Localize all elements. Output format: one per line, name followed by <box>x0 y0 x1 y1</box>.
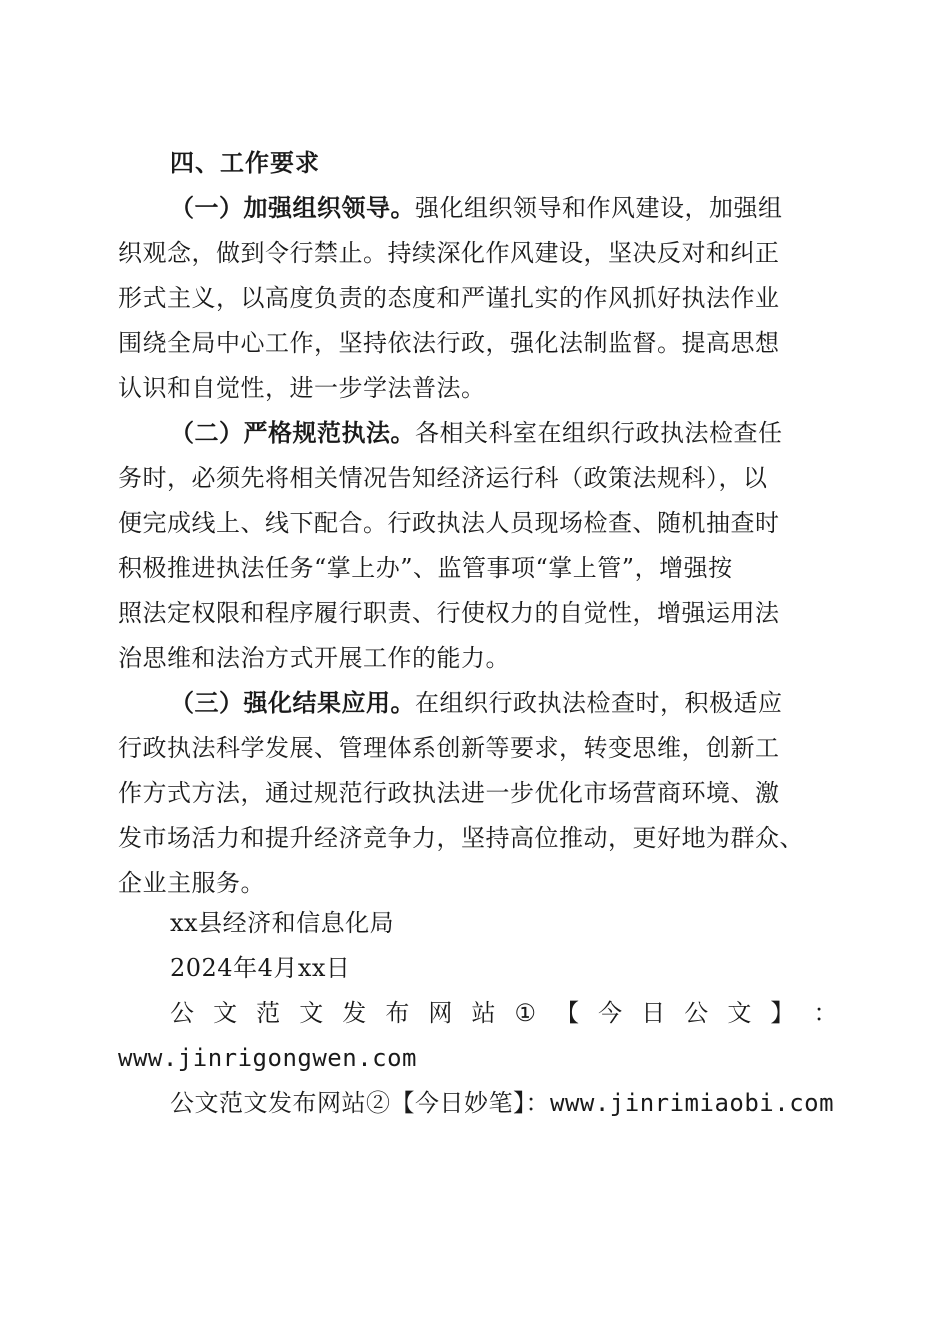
para1-line-2: 织观念，做到令行禁止。持续深化作风建设，坚决反对和纠正 <box>118 239 780 267</box>
footer-site1-char: 范 <box>256 999 281 1027</box>
signature-date: 2024年4月xx日 <box>170 954 351 982</box>
footer-site1-url[interactable]: www.jinrigongwen.com <box>118 1044 417 1072</box>
para2-line-4: 积极推进执法任务“掌上办”、监管事项“掌上管”，增强按 <box>118 554 733 582</box>
footer-site1-char: 公 <box>684 999 709 1027</box>
para1-text-1: 强化组织领导和作风建设，加强组 <box>415 194 783 222</box>
footer-site1-char: ： <box>813 999 838 1027</box>
para3-line-5: 企业主服务。 <box>118 869 265 897</box>
para1-line-3: 形式主义，以高度负责的态度和严谨扎实的作风抓好执法作业 <box>118 284 780 312</box>
footer-site1-char: 发 <box>342 999 367 1027</box>
footer-site1-char: 日 <box>641 999 666 1027</box>
para2-line-3: 便完成线上、线下配合。行政执法人员现场检查、随机抽查时 <box>118 509 780 537</box>
para2-text-1: 各相关科室在组织行政执法检查任 <box>415 419 783 447</box>
footer-site1-char: 今 <box>598 999 623 1027</box>
footer-site1-char: 站 <box>471 999 496 1027</box>
para3-lead: （三）强化结果应用。 <box>170 689 415 717</box>
para3-line-1 <box>170 688 838 718</box>
para2-line-2: 务时，必须先将相关情况告知经济运行科（政策法规科），以 <box>118 464 768 492</box>
footer-site1-char: 布 <box>385 999 410 1027</box>
footer-site2 <box>170 1088 838 1118</box>
para2-line-1 <box>170 418 838 448</box>
footer-site2-url[interactable]: www.jinrimiaobi.com <box>550 1089 835 1117</box>
footer-site1-char: 】 <box>770 999 795 1027</box>
footer-site1-char: 公 <box>170 999 195 1027</box>
para3-line-3: 作方式方法，通过规范行政执法进一步优化市场营商环境、激 <box>118 779 780 807</box>
para1-line-1 <box>170 193 838 223</box>
para3-line-4: 发市场活力和提升经济竞争力，坚持高位推动，更好地为群众、 <box>118 824 804 852</box>
para1-line-5: 认识和自觉性，进一步学法普法。 <box>118 374 486 402</box>
para2-lead: （二）严格规范执法。 <box>170 419 415 447</box>
para2-line-5: 照法定权限和程序履行职责、行使权力的自觉性，增强运用法 <box>118 599 780 627</box>
footer-site1-char: ① <box>514 999 537 1027</box>
signature-org: xx县经济和信息化局 <box>170 909 395 937</box>
para2-line-6: 治思维和法治方式开展工作的能力。 <box>118 644 510 672</box>
footer-site1-char: 网 <box>428 999 453 1027</box>
para1-line-4: 围绕全局中心工作，坚持依法行政，强化法制监督。提高思想 <box>118 329 780 357</box>
footer-site1-label <box>170 998 838 1028</box>
footer-site1-char: 文 <box>213 999 238 1027</box>
section-heading: 四、工作要求 <box>170 149 320 177</box>
footer-site1-char: 【 <box>555 999 580 1027</box>
footer-site2-label: 公文范文发布网站②【今日妙笔】： <box>170 1089 550 1117</box>
footer-site1-char: 文 <box>727 999 752 1027</box>
para3-text-1: 在组织行政执法检查时，积极适应 <box>415 689 783 717</box>
footer-site1-char: 文 <box>299 999 324 1027</box>
para1-lead: （一）加强组织领导。 <box>170 194 415 222</box>
para3-line-2: 行政执法科学发展、管理体系创新等要求，转变思维，创新工 <box>118 734 780 762</box>
